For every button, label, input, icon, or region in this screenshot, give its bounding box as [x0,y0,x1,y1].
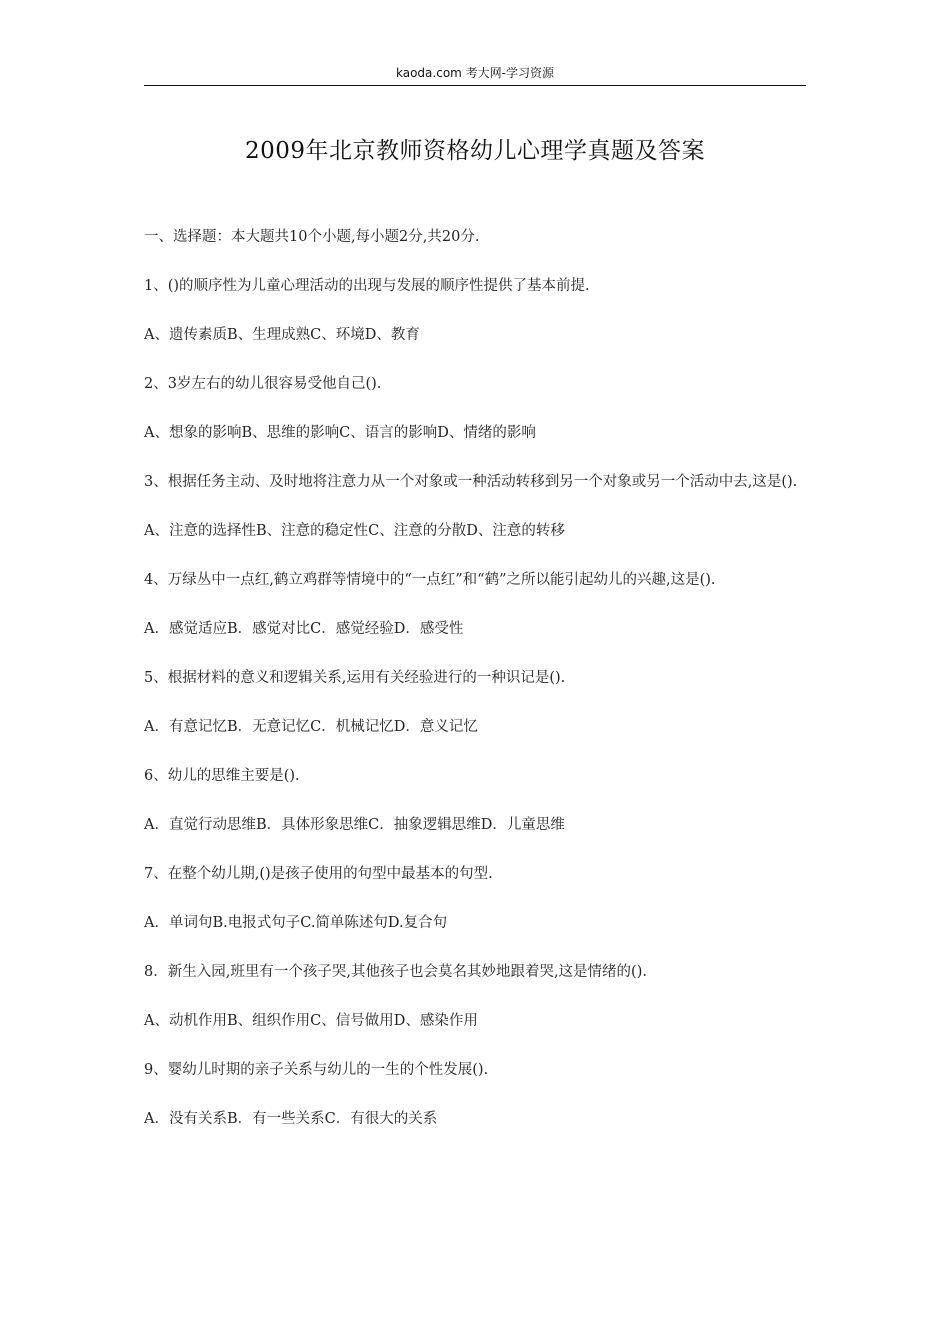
question-4: 4、万绿丛中一点红,鹤立鸡群等情境中的“一点红”和“鹤”之所以能引起幼儿的兴趣,这是(). [144,572,716,588]
question-9: 9、婴幼儿时期的亲子关系与幼儿的一生的个性发展(). [144,1062,489,1078]
question-2-options: A、想象的影响B、思维的影响C、语言的影响D、情绪的影响 [144,425,536,441]
question-3: 3、根据任务主动、及时地将注意力从一个对象或一种活动转移到另一个对象或另一个活动中去,这是(). [144,474,798,490]
question-1-options: A、遗传素质B、生理成熟C、环境D、教育 [144,327,420,343]
question-8-options: A、动机作用B、组织作用C、信号做用D、感染作用 [144,1013,478,1029]
page-header: kaoda.com 考大网-学习资源 [396,66,554,80]
question-6: 6、幼儿的思维主要是(). [144,768,300,784]
document-title: 2009年北京教师资格幼儿心理学真题及答案 [244,138,706,164]
question-5: 5、根据材料的意义和逻辑关系,运用有关经验进行的一种识记是(). [144,670,566,686]
question-4-options: A．感觉适应B．感觉对比C．感觉经验D．感受性 [144,621,464,637]
question-6-options: A．直觉行动思维B．具体形象思维C．抽象逻辑思维D．儿童思维 [144,817,565,833]
question-5-options: A．有意记忆B．无意记忆C．机械记忆D．意义记忆 [144,719,478,735]
document-body [144,225,806,1131]
question-1: 1、()的顺序性为儿童心理活动的出现与发展的顺序性提供了基本前提. [144,278,590,294]
question-8: 8．新生入园,班里有一个孩子哭,其他孩子也会莫名其妙地跟着哭,这是情绪的(). [144,964,647,980]
header-rule [144,85,806,86]
question-7-options: A．单词句B.电报式句子C.简单陈述句D.复合句 [144,915,448,931]
question-9-options: A．没有关系B．有一些关系C．有很大的关系 [144,1111,438,1127]
question-2: 2、3岁左右的幼儿很容易受他自己(). [144,376,382,392]
question-3-options: A、注意的选择性B、注意的稳定性C、注意的分散D、注意的转移 [144,523,565,539]
section-heading: 一、选择题：本大题共10个小题,每小题2分,共20分. [144,229,480,245]
question-7: 7、在整个幼儿期,()是孩子使用的句型中最基本的句型. [144,866,493,882]
